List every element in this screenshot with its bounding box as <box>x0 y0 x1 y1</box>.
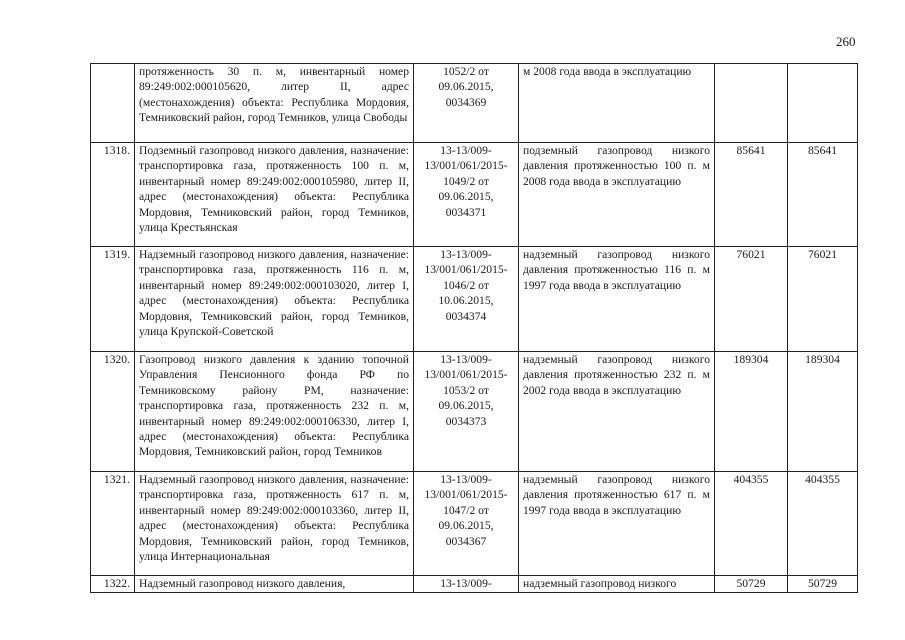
value-column-2: 189304 <box>788 352 858 472</box>
row-number: 1322. <box>91 576 135 593</box>
row-number: 1318. <box>91 143 135 247</box>
row-number: 1321. <box>91 472 135 576</box>
value-column-1 <box>715 64 788 143</box>
registration-certificate: 13-13/009-13/001/061/2015-1049/2 от 09.06.2015, 0034371 <box>414 143 519 247</box>
value-column-2: 85641 <box>788 143 858 247</box>
registration-certificate: 13-13/009-13/001/061/2015-1047/2 от 09.06.2015, 0034367 <box>414 472 519 576</box>
object-characteristics: подземный газопровод низкого давления протяженностью 100 п. м 2008 года ввода в эксплуатацию <box>519 143 715 247</box>
object-description: протяженность 30 п. м, инвентарный номер 89:249:002:000105620, литер II, адрес (местонахождения) объекта: Республика Мордовия, Темниковский район, город Темников, улица Свободы <box>135 64 414 143</box>
table-row <box>91 352 858 472</box>
value-column-1: 50729 <box>715 576 788 593</box>
object-description: Надземный газопровод низкого давления, назначение: транспортировка газа, протяженность 617 п. м, инвентарный номер 89:249:002:000103360, литер II, адрес (местонахождения) объекта: Республика Мордовия, Темниковский район, город Темников, улица Интернациональная <box>135 472 414 576</box>
register-table <box>90 63 858 593</box>
row-number <box>91 64 135 143</box>
value-column-2: 50729 <box>788 576 858 593</box>
table-row <box>91 472 858 576</box>
object-characteristics: м 2008 года ввода в эксплуатацию <box>519 64 715 143</box>
table-row <box>91 247 858 352</box>
table-row <box>91 576 858 593</box>
object-characteristics: надземный газопровод низкого давления протяженностью 116 п. м 1997 года ввода в эксплуатацию <box>519 247 715 352</box>
register-table-body <box>91 64 858 593</box>
registration-certificate: 1052/2 от 09.06.2015, 0034369 <box>414 64 519 143</box>
object-characteristics: надземный газопровод низкого давления протяженностью 617 п. м 1997 года ввода в эксплуатацию <box>519 472 715 576</box>
value-column-2 <box>788 64 858 143</box>
table-row <box>91 143 858 247</box>
registration-certificate: 13-13/009-13/001/061/2015-1046/2 от 10.06.2015, 0034374 <box>414 247 519 352</box>
table-row <box>91 64 858 143</box>
page-number: 260 <box>836 34 856 49</box>
object-description: Подземный газопровод низкого давления, назначение: транспортировка газа, протяженность 100 п. м, инвентарный номер 89:249:002:000105980, литер II, адрес (местонахождения) объекта: Республика Мордовия, Темниковский район, город Темников, улица Крестьянская <box>135 143 414 247</box>
value-column-1: 189304 <box>715 352 788 472</box>
object-description: Надземный газопровод низкого давления, назначение: транспортировка газа, протяженность 116 п. м, инвентарный номер 89:249:002:000103020, литер I, адрес (местонахождения) объекта: Республика Мордовия, Темниковский район, город Темников, улица Крупской-Советской <box>135 247 414 352</box>
value-column-2: 76021 <box>788 247 858 352</box>
registration-certificate: 13-13/009-13/001/061/2015-1053/2 от 09.06.2015, 0034373 <box>414 352 519 472</box>
object-description: Газопровод низкого давления к зданию топочной Управления Пенсионного фонда РФ по Темниковскому району РМ, назначение: транспортировка газа, протяженность 232 п. м, инвентарный номер 89:249:002:000106330, литер I, адрес (местонахождения) объекта: Республика Мордовия, Темниковский район, город Темников <box>135 352 414 472</box>
value-column-1: 76021 <box>715 247 788 352</box>
object-characteristics: надземный газопровод низкого давления протяженностью 232 п. м 2002 года ввода в эксплуатацию <box>519 352 715 472</box>
registration-certificate: 13-13/009- <box>414 576 519 593</box>
object-characteristics: надземный газопровод низкого <box>519 576 715 593</box>
row-number: 1320. <box>91 352 135 472</box>
object-description: Надземный газопровод низкого давления, <box>135 576 414 593</box>
value-column-1: 85641 <box>715 143 788 247</box>
value-column-2: 404355 <box>788 472 858 576</box>
value-column-1: 404355 <box>715 472 788 576</box>
row-number: 1319. <box>91 247 135 352</box>
